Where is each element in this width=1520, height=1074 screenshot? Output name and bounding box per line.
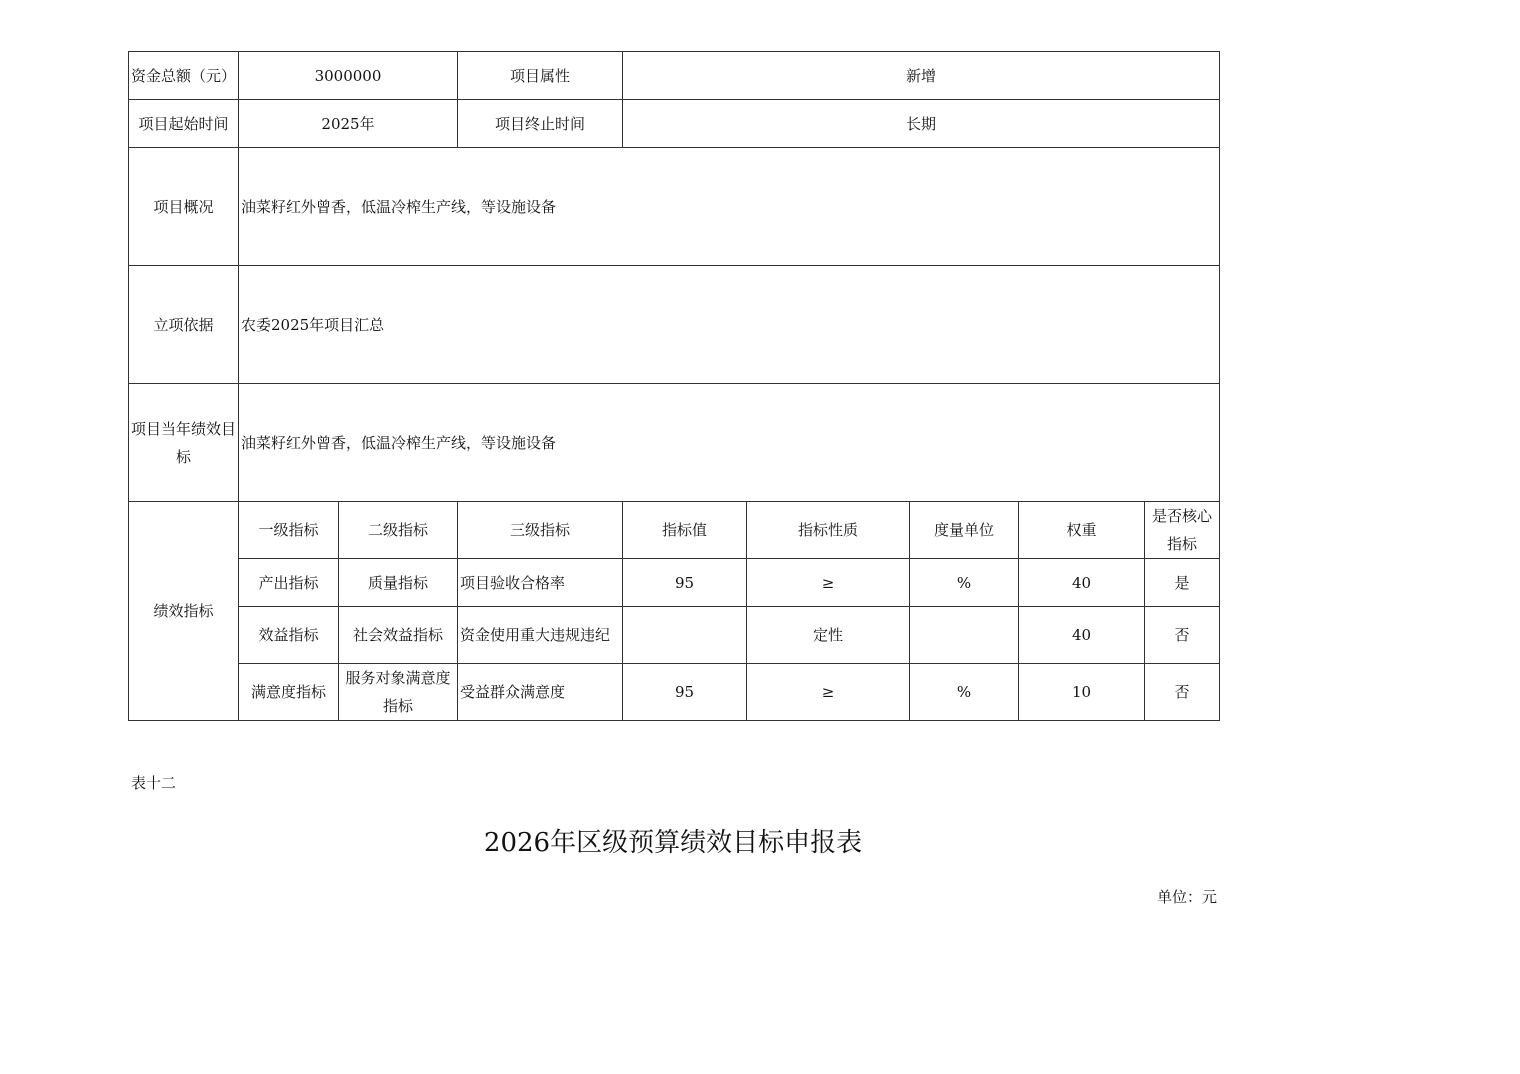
table-cell: 是	[1145, 559, 1220, 607]
table-cell: 满意度指标	[239, 664, 339, 721]
project-basis-label: 立项依据	[129, 266, 239, 384]
project-overview-value: 油菜籽红外曾香，低温冷榨生产线，等设施设备	[239, 148, 1220, 266]
table-cell: 95	[623, 559, 747, 607]
table-cell: 40	[1019, 559, 1145, 607]
performance-target-table	[128, 51, 1220, 721]
table-row	[129, 607, 1220, 664]
unit-label: 单位：元	[1156, 888, 1217, 906]
annual-goal-label: 项目当年绩效目标	[129, 384, 239, 502]
table-cell: 社会效益指标	[339, 607, 458, 664]
column-header: 指标性质	[747, 502, 910, 559]
table-cell: 否	[1145, 664, 1220, 721]
project-overview-label: 项目概况	[129, 148, 239, 266]
table-row	[129, 52, 1220, 100]
table-row	[129, 100, 1220, 148]
table-row	[129, 384, 1220, 502]
table-cell: 效益指标	[239, 607, 339, 664]
column-header: 权重	[1019, 502, 1145, 559]
table-row	[129, 266, 1220, 384]
table-cell: 受益群众满意度	[458, 664, 623, 721]
table-cell: 定性	[747, 607, 910, 664]
project-attribute-value: 新增	[623, 52, 1220, 100]
table-cell: 质量指标	[339, 559, 458, 607]
total-funds-label: 资金总额（元）	[129, 52, 239, 100]
indicators-label: 绩效指标	[129, 502, 239, 721]
start-time-value: 2025年	[239, 100, 458, 148]
indicator-header-row	[129, 502, 1220, 559]
column-header: 是否核心指标	[1145, 502, 1220, 559]
column-header: 一级指标	[239, 502, 339, 559]
table-cell: 项目验收合格率	[458, 559, 623, 607]
start-time-label: 项目起始时间	[129, 100, 239, 148]
table-row	[129, 559, 1220, 607]
table-cell: ≥	[747, 664, 910, 721]
column-header: 度量单位	[910, 502, 1019, 559]
table-cell: 资金使用重大违规违纪	[458, 607, 623, 664]
table-caption: 表十二	[131, 774, 177, 792]
column-header: 二级指标	[339, 502, 458, 559]
table-row	[129, 148, 1220, 266]
annual-goal-value: 油菜籽红外曾香，低温冷榨生产线，等设施设备	[239, 384, 1220, 502]
project-attribute-label: 项目属性	[458, 52, 623, 100]
column-header: 指标值	[623, 502, 747, 559]
project-basis-value: 农委2025年项目汇总	[239, 266, 1220, 384]
table-cell: %	[910, 559, 1019, 607]
table-cell: 产出指标	[239, 559, 339, 607]
table-cell: ≥	[747, 559, 910, 607]
table-cell: 40	[1019, 607, 1145, 664]
table-cell: 10	[1019, 664, 1145, 721]
table-cell: 服务对象满意度指标	[339, 664, 458, 721]
table-cell: 95	[623, 664, 747, 721]
page-title: 2026年区级预算绩效目标申报表	[483, 828, 863, 858]
table-cell: %	[910, 664, 1019, 721]
table-row	[129, 664, 1220, 721]
table-cell: 否	[1145, 607, 1220, 664]
total-funds-value: 3000000	[239, 52, 458, 100]
column-header: 三级指标	[458, 502, 623, 559]
end-time-label: 项目终止时间	[458, 100, 623, 148]
end-time-value: 长期	[623, 100, 1220, 148]
table-cell	[910, 607, 1019, 664]
table-cell	[623, 607, 747, 664]
